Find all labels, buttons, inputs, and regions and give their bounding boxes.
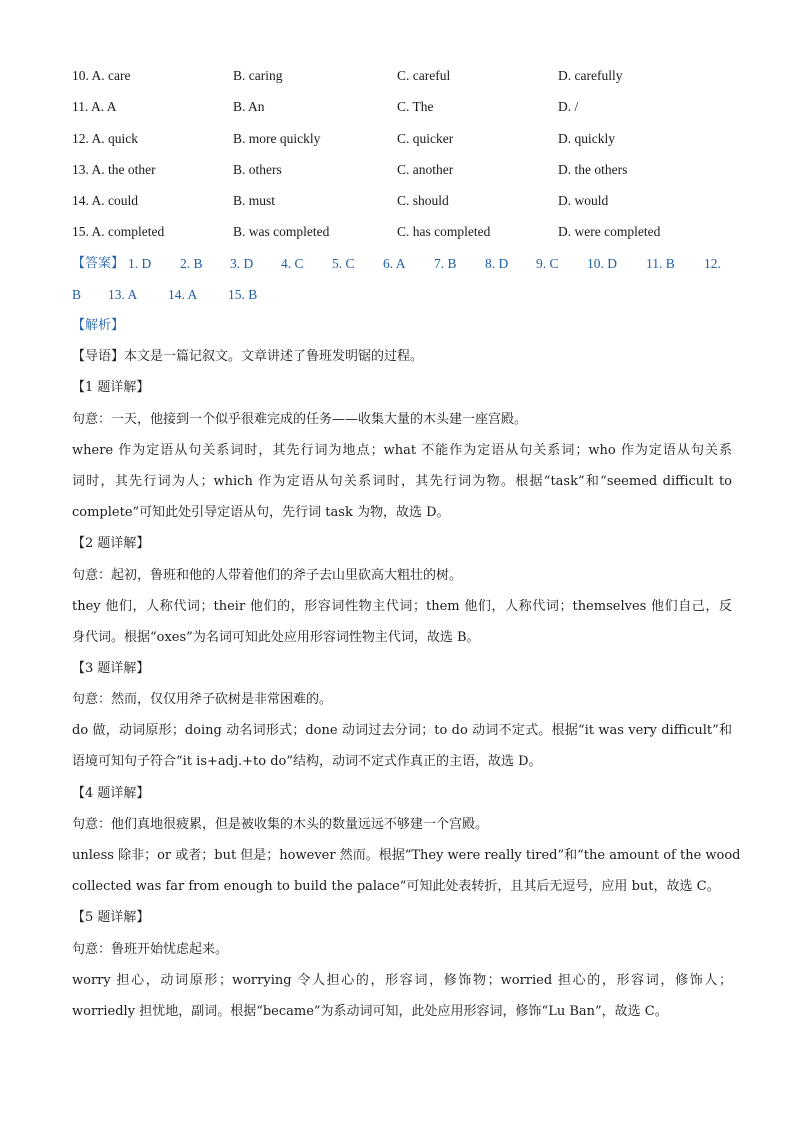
option-a: 13. A. the other	[72, 162, 156, 177]
text-line: they 他们，人称代词；their 他们的，形容词性物主代词；them 他们，人称代词；themselves 他们自己，反	[72, 599, 732, 614]
intro-line: 【导语】本文是一篇记叙文。文章讲述了鲁班发明锯的过程。	[72, 349, 424, 364]
option-a: 14. A. could	[72, 193, 138, 208]
text-line: worry 担心，动词原形；worrying 令人担心的，形容词，修饰物；worried 担心的，形容词，修饰人；	[72, 973, 732, 988]
text-line: complete”可知此处引导定语从句，先行词 task 为物，故选 D。	[72, 505, 450, 520]
question-14-options	[0, 191, 794, 211]
answer-key-row-1	[0, 253, 794, 275]
option-c: C. should	[397, 193, 449, 208]
answer-key-row-2	[0, 284, 794, 306]
answer-heading: 【答案】	[72, 256, 125, 271]
answer-item: 15. B	[228, 287, 258, 302]
answer-item: 11. B	[646, 256, 675, 271]
section-heading: 【1 题详解】	[72, 380, 150, 395]
option-a: 10. A. care	[72, 68, 131, 83]
text-line: where 作为定语从句关系词时，其先行词为地点；what 不能作为定语从句关系词；who 作为定语从句关系	[72, 443, 732, 458]
option-d: D. quickly	[558, 131, 615, 146]
option-d: D. were completed	[558, 224, 661, 239]
option-a: 11. A. A	[72, 99, 117, 114]
answer-item: B	[72, 287, 82, 302]
option-d: D. carefully	[558, 68, 623, 83]
answer-item: 9. C	[536, 256, 559, 271]
section-heading: 【2 题详解】	[72, 536, 150, 551]
option-d: D. would	[558, 193, 609, 208]
text-line: 词时，其先行词为人；which 作为定语从句关系词时，其先行词为物。根据“task”和“seemed difficult to	[72, 474, 732, 489]
answer-item: 14. A	[168, 287, 198, 302]
option-b: B. was completed	[233, 224, 330, 239]
option-c: C. has completed	[397, 224, 491, 239]
section-heading: 【5 题详解】	[72, 910, 150, 925]
answer-item: 8. D	[485, 256, 509, 271]
text-line: 语境可知句子符合“it is+adj.+to do”结构，动词不定式作真正的主语，故选 D。	[72, 754, 542, 769]
question-15-options	[0, 222, 794, 242]
text-line: collected was far from enough to build the palace”可知此处表转折，且其后无逗号，应用 but，故选 C。	[72, 879, 720, 894]
answer-item: 7. B	[434, 256, 457, 271]
question-12-options	[0, 129, 794, 149]
option-c: C. quicker	[397, 131, 454, 146]
option-d: D. /	[558, 99, 579, 114]
text-line: 句意：一天，他接到一个似乎很难完成的任务——收集大量的木头建一座宫殿。	[72, 412, 528, 427]
option-c: C. another	[397, 162, 454, 177]
text-line: 身代词。根据“oxes”为名词可知此处应用形容词性物主代词，故选 B。	[72, 630, 480, 645]
answer-item: 1. D	[128, 256, 152, 271]
answer-item: 2. B	[180, 256, 203, 271]
option-c: C. The	[397, 99, 434, 114]
option-b: B. more quickly	[233, 131, 321, 146]
section-heading: 【4 题详解】	[72, 786, 150, 801]
text-line: unless 除非；or 或者；but 但是；however 然而。根据“They were really tired”和“the amount of the wood	[72, 848, 741, 863]
answer-item: 4. C	[281, 256, 304, 271]
text-line: 句意：起初，鲁班和他的人带着他们的斧子去山里砍高大粗壮的树。	[72, 568, 463, 583]
text-line: do 做，动词原形；doing 动名词形式；done 动词过去分词；to do 动词不定式。根据“it was very difficult”和	[72, 723, 732, 738]
option-c: C. careful	[397, 68, 451, 83]
text-line: 句意：然而，仅仅用斧子砍树是非常困难的。	[72, 692, 333, 707]
option-a: 12. A. quick	[72, 131, 138, 146]
question-13-options	[0, 160, 794, 180]
answer-item: 6. A	[383, 256, 406, 271]
section-heading: 【3 题详解】	[72, 661, 150, 676]
question-10-options	[0, 66, 794, 86]
answer-item: 10. D	[587, 256, 617, 271]
option-d: D. the others	[558, 162, 628, 177]
option-b: B. others	[233, 162, 282, 177]
option-b: B. caring	[233, 68, 283, 83]
answer-item: 3. D	[230, 256, 254, 271]
text-line: 句意：他们真地很疲累，但是被收集的木头的数量远远不够建一个宫殿。	[72, 817, 489, 832]
analysis-heading: 【解析】	[72, 318, 125, 333]
option-a: 15. A. completed	[72, 224, 165, 239]
answer-item: 13. A	[108, 287, 138, 302]
option-b: B. must	[233, 193, 276, 208]
answer-item: 12.	[704, 256, 721, 271]
text-line: 句意：鲁班开始忧虑起来。	[72, 942, 229, 957]
text-line: worriedly 担忧地，副词。根据“became”为系动词可知，此处应用形容词，修饰“Lu Ban”，故选 C。	[72, 1004, 668, 1019]
option-b: B. An	[233, 99, 265, 114]
answer-item: 5. C	[332, 256, 355, 271]
question-11-options	[0, 97, 794, 117]
